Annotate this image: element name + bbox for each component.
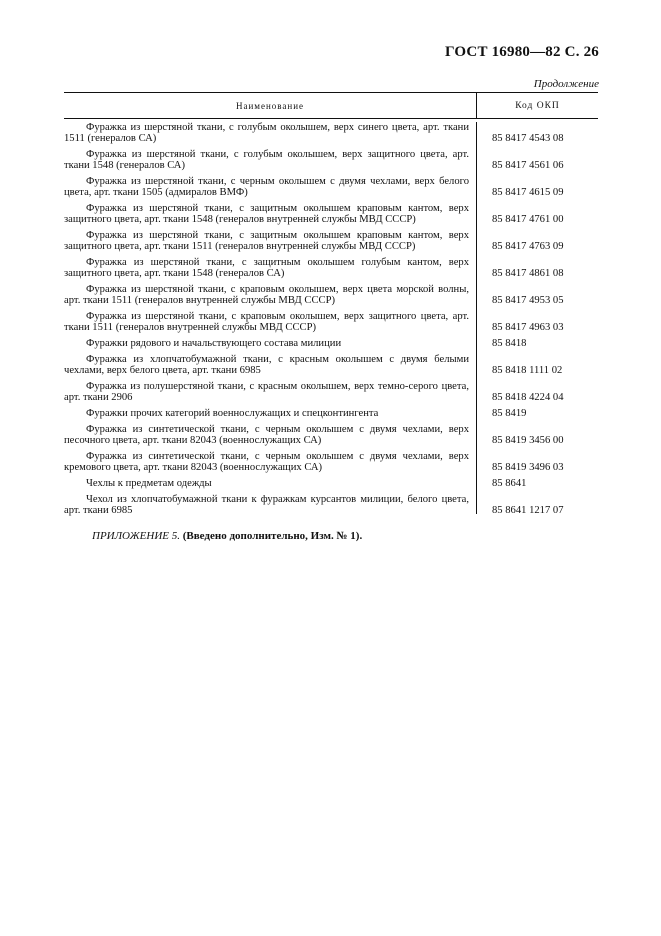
table-body [64, 122, 598, 516]
table-row [64, 176, 598, 198]
amendment-note: (Введено дополнительно, Изм. № 1). [182, 530, 363, 542]
table-row [64, 494, 598, 516]
item-name: Фуражка из шерстяной ткани, с защитным околышем краповым кантом, верх защитного цвета, арт. ткани 1548 (генералов внутренней службы МВД СССР) [64, 203, 469, 225]
item-name: Фуражка из шерстяной ткани, с черным околышем с двумя чехлами, верх белого цвета, арт. ткани 1505 (адмиралов ВМФ) [64, 176, 469, 198]
item-name: Фуражки прочих категорий военнослужащих и спецконтингента [86, 408, 379, 419]
item-code: 85 8417 4761 00 [492, 214, 564, 225]
item-name: Фуражка из шерстяной ткани, с голубым околышем, верх синего цвета, арт. ткани 1511 (генералов СА) [64, 122, 469, 144]
item-name: Фуражка из шерстяной ткани, с защитным околышем краповым кантом, верх защитного цвета, арт. ткани 1511 (генералов внутренней службы МВД СССР) [64, 230, 469, 252]
item-code: 85 8417 4963 03 [492, 322, 564, 333]
okp-table [64, 92, 598, 521]
column-header-name: Наименование [64, 93, 477, 118]
item-name: Фуражка из шерстяной ткани, с голубым околышем, верх защитного цвета, арт. ткани 1548 (генералов СА) [64, 149, 469, 171]
table-row [64, 451, 598, 473]
item-code: 85 8418 1111 02 [492, 365, 563, 376]
item-code: 85 8641 [492, 478, 527, 489]
item-name: Фуражка из хлопчатобумажной ткани, с красным околышем с двумя белыми чехлами, верх белого цвета, арт. ткани 6985 [64, 354, 469, 376]
item-code: 85 8417 4561 06 [492, 160, 564, 171]
item-name: Фуражка из синтетической ткани, с черным околышем с двумя чехлами, верх песочного цвета, арт. ткани 82043 (военнослужащих СА) [64, 424, 469, 446]
table-row [64, 338, 598, 349]
item-code: 85 8419 3496 03 [492, 462, 564, 473]
item-code: 85 8417 4861 08 [492, 268, 564, 279]
continuation-label: Продолжение [533, 78, 599, 90]
column-header-code: Код ОКП [515, 100, 560, 111]
appendix-note [92, 530, 362, 542]
table-row [64, 408, 598, 419]
item-name: Чехол из хлопчатобумажной ткани к фуражкам курсантов милиции, белого цвета, арт. ткани 6985 [64, 494, 469, 516]
item-code: 85 8417 4953 05 [492, 295, 564, 306]
item-name: Фуражка из шерстяной ткани, с краповым околышем, верх защитного цвета, арт. ткани 1511 (генералов внутренней службы МВД СССР) [64, 311, 469, 333]
table-row [64, 149, 598, 171]
table-row [64, 230, 598, 252]
item-code: 85 8417 4615 09 [492, 187, 564, 198]
item-code: 85 8419 [492, 408, 527, 419]
table-row [64, 257, 598, 279]
appendix-label: ПРИЛОЖЕНИЕ 5. [92, 530, 180, 542]
item-name: Фуражка из синтетической ткани, с черным околышем с двумя чехлами, верх кремового цвета, арт. ткани 82043 (военнослужащих СА) [64, 451, 469, 473]
item-name: Фуражка из шерстяной ткани, с защитным околышем голубым кантом, верх защитного цвета, арт. ткани 1548 (генералов СА) [64, 257, 469, 279]
table-row [64, 311, 598, 333]
item-name: Фуражка из полушерстяной ткани, с красным околышем, верх темно-серого цвета, арт. ткани 2906 [64, 381, 469, 403]
table-row [64, 122, 598, 144]
item-name: Фуражки рядового и начальствующего состава милиции [86, 338, 342, 349]
table-row [64, 424, 598, 446]
table-row [64, 203, 598, 225]
item-code: 85 8418 4224 04 [492, 392, 564, 403]
page-header: ГОСТ 16980—82 С. 26 [445, 44, 599, 60]
item-code: 85 8418 [492, 338, 527, 349]
item-code: 85 8641 1217 07 [492, 505, 564, 516]
table-row [64, 381, 598, 403]
item-name: Фуражка из шерстяной ткани, с краповым околышем, верх цвета морской волны, арт. ткани 1511 (генералов внутренней службы МВД СССР) [64, 284, 469, 306]
table-row [64, 284, 598, 306]
table-row [64, 354, 598, 376]
table-row [64, 478, 598, 489]
table-header [64, 92, 598, 119]
item-code: 85 8417 4763 09 [492, 241, 564, 252]
item-code: 85 8419 3456 00 [492, 435, 564, 446]
item-name: Чехлы к предметам одежды [86, 478, 212, 489]
item-code: 85 8417 4543 08 [492, 133, 564, 144]
